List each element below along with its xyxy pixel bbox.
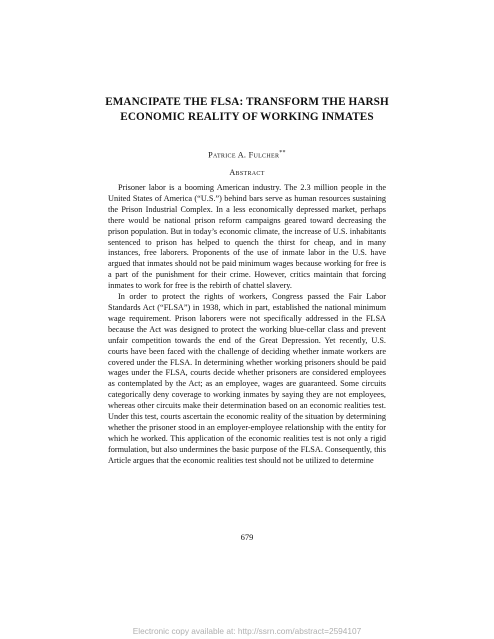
abstract-body (108, 183, 386, 467)
author-footnote-mark: ** (279, 150, 286, 156)
page-number: 679 (240, 532, 254, 542)
ssrn-footer-link[interactable]: Electronic copy available at: http://ssrn.com/abstract=2594107 (132, 626, 362, 636)
abstract-heading: Abstract (229, 168, 265, 177)
article-title: EMANCIPATE THE FLSA: TRANSFORM THE HARSH ECONOMIC REALITY OF WORKING INMATES (105, 96, 389, 123)
author-line (0, 150, 494, 160)
abstract-paragraph-2: In order to protect the rights of workers, Congress passed the Fair Labor Standards Act (“FLSA”) in 1938, which in part, established the national minimum wage requirement. Prison laborers were not specifically addressed in the FLSA because the Act was designed to protect the working blue-cellar class and prevent unfair competition towards the end of the Great Depression. Yet recently, U.S. courts have been faced with the challenge of deciding whether inmate workers are covered under the FLSA. In determining whether working prisoners should be paid wages under the FLSA, courts decide whether prisoners are considered employees as contemplated by the Act; as an employee, wages are guaranteed. Some circuits categorically deny coverage to working inmates by saying they are not employees, whereas other circuits make their determination based on an economic realities test. Under this test, courts ascertain the economic reality of the situation by determining whether the prisoner stood in an employer-employee relationship with the entity for which he worked. This application of the economic realities test is not only a rigid formulation, but also undermines the basic purpose of the FLSA. Consequently, this Article argues that the economic realities test should not be utilized to determine (108, 292, 386, 465)
author-name: Patrice A. Fulcher (208, 150, 280, 160)
abstract-paragraph-1: Prisoner labor is a booming American industry. The 2.3 million people in the United States of America (“U.S.”) behind bars serve as human resources sustaining the Prison Industrial Complex. In a less economically depressed market, perhaps there would be national prison reform campaigns geared toward decreasing the prison population. But in today’s economic climate, the increase of U.S. inhabitants sentenced to prison has helped to quench the thirst for cheap, and in many instances, free laborers. Proponents of the use of inmate labor in the U.S. have argued that inmates should not be paid minimum wages because working for free is a part of the punishment for their crime. However, critics maintain that forcing inmates to work for free is the rebirth of chattel slavery. (108, 183, 386, 291)
